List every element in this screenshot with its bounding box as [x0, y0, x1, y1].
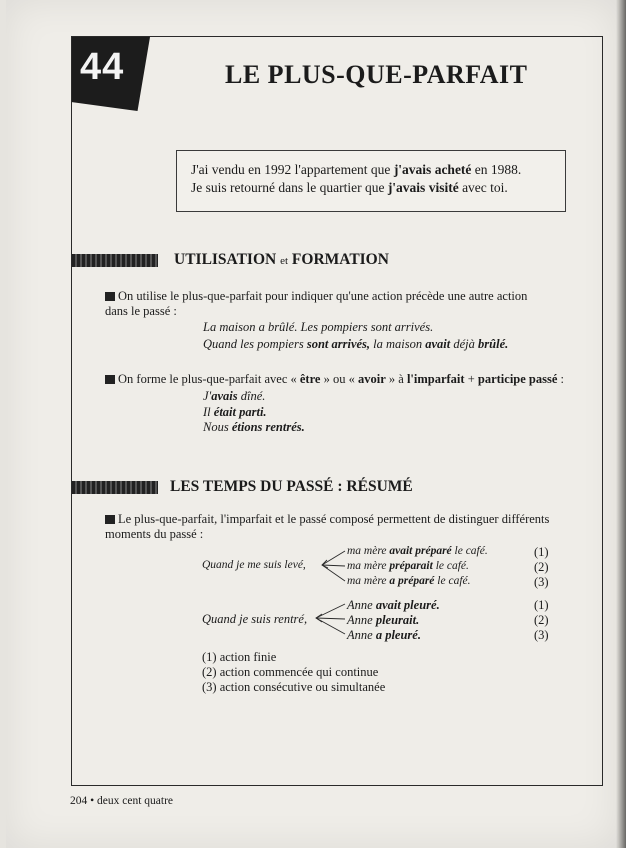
text-segment: était parti. [213, 405, 267, 419]
text-segment: Anne [347, 628, 376, 642]
group2-lead: Quand je suis rentré, [202, 612, 308, 626]
text-segment: avait préparé [389, 545, 452, 557]
chapter-number: 44 [80, 46, 125, 88]
legend-line-3: (3) action consécutive ou simultanée [202, 680, 386, 694]
legend-line-2: (2) action commencée qui continue [202, 665, 379, 679]
text-segment: dîné. [237, 389, 266, 403]
chapter-title: LE PLUS-QUE-PARFAIT [225, 60, 528, 89]
text-segment: Anne [347, 598, 376, 612]
text-segment: en 1988. [471, 162, 522, 177]
text-segment: la maison [370, 337, 426, 351]
text-segment: avoir [357, 372, 386, 386]
group1-arrow-icon [322, 551, 345, 581]
text-segment: j'avais acheté [393, 162, 472, 177]
footer-bullet: • [90, 795, 95, 807]
text-segment: + [464, 372, 478, 386]
text-segment: le café. [432, 560, 469, 572]
group1-lead: Quand je me suis levé, [202, 559, 306, 571]
text-segment: l'imparfait [406, 372, 465, 386]
text-segment: le café. [434, 575, 471, 587]
resume-paragraph-line-1: Le plus-que-parfait, l'imparfait et le passé composé permettent de distinguer différents [118, 512, 550, 526]
text-segment: préparait [389, 560, 433, 572]
text-segment: Il [203, 405, 214, 419]
text-segment: ma mère [347, 575, 390, 587]
group2-number-3: (3) [534, 628, 549, 642]
text-segment: J' [203, 389, 212, 403]
text-segment: a pleuré. [375, 628, 421, 642]
section-title-resume: LES TEMPS DU PASSÉ : RÉSUMÉ [170, 478, 413, 495]
group2-number-2: (2) [534, 613, 549, 627]
text-segment: le café. [451, 545, 488, 557]
text-segment: avec toi. [458, 180, 508, 195]
group1-number-3: (3) [534, 575, 549, 589]
text-segment: j'avais visité [387, 180, 459, 195]
group1-number-2: (2) [534, 560, 549, 574]
usage-paragraph-line-2: dans le passé : [105, 304, 177, 318]
text-segment: déjà [450, 337, 479, 351]
text-segment: J'ai vendu en 1992 l'appartement que [191, 162, 394, 177]
text-segment: Anne [347, 613, 376, 627]
text-segment: participe passé [477, 372, 558, 386]
section-title-part-b: FORMATION [291, 251, 389, 268]
usage-paragraph-line-1: On utilise le plus-que-parfait pour indiquer qu'une action précède une autre action [118, 289, 528, 303]
page-footer [70, 795, 173, 807]
section-title-connector: et [280, 255, 289, 267]
resume-paragraph-line-2: moments du passé : [105, 527, 204, 541]
text-segment: ma mère [347, 545, 390, 557]
group2-arrow-icon [316, 604, 345, 634]
text-segment: brûlé. [478, 337, 509, 351]
text-segment: : [557, 372, 565, 386]
text-segment: a préparé [389, 575, 435, 587]
text-segment: être [299, 372, 321, 386]
text-segment: » ou « [320, 372, 358, 386]
group1-number-1: (1) [534, 545, 549, 559]
text-segment: Je suis retourné dans le quartier que [191, 180, 388, 195]
text-segment: ma mère [347, 560, 390, 572]
text-segment: avais [211, 389, 238, 403]
text-segment: pleurait. [375, 613, 420, 627]
text-segment: sont arrivés, [306, 337, 371, 351]
text-segment: » à [385, 372, 407, 386]
text-segment: On forme le plus-que-parfait avec « [118, 372, 300, 386]
footer-page-number: 204 [70, 795, 88, 807]
text-segment: avait [425, 337, 451, 351]
usage-example-line-1: La maison a brûlé. Les pompiers sont arrivés. [203, 320, 434, 334]
text-segment: étions rentrés. [231, 420, 305, 434]
text-segment: Quand les pompiers [203, 337, 307, 351]
group2-number-1: (1) [534, 598, 549, 612]
text-segment: Nous [203, 420, 232, 434]
section-title-part-a: UTILISATION [174, 251, 277, 268]
footer-page-words: deux cent quatre [97, 795, 174, 807]
legend-line-1: (1) action finie [202, 650, 277, 664]
text-segment: avait pleuré. [375, 598, 440, 612]
